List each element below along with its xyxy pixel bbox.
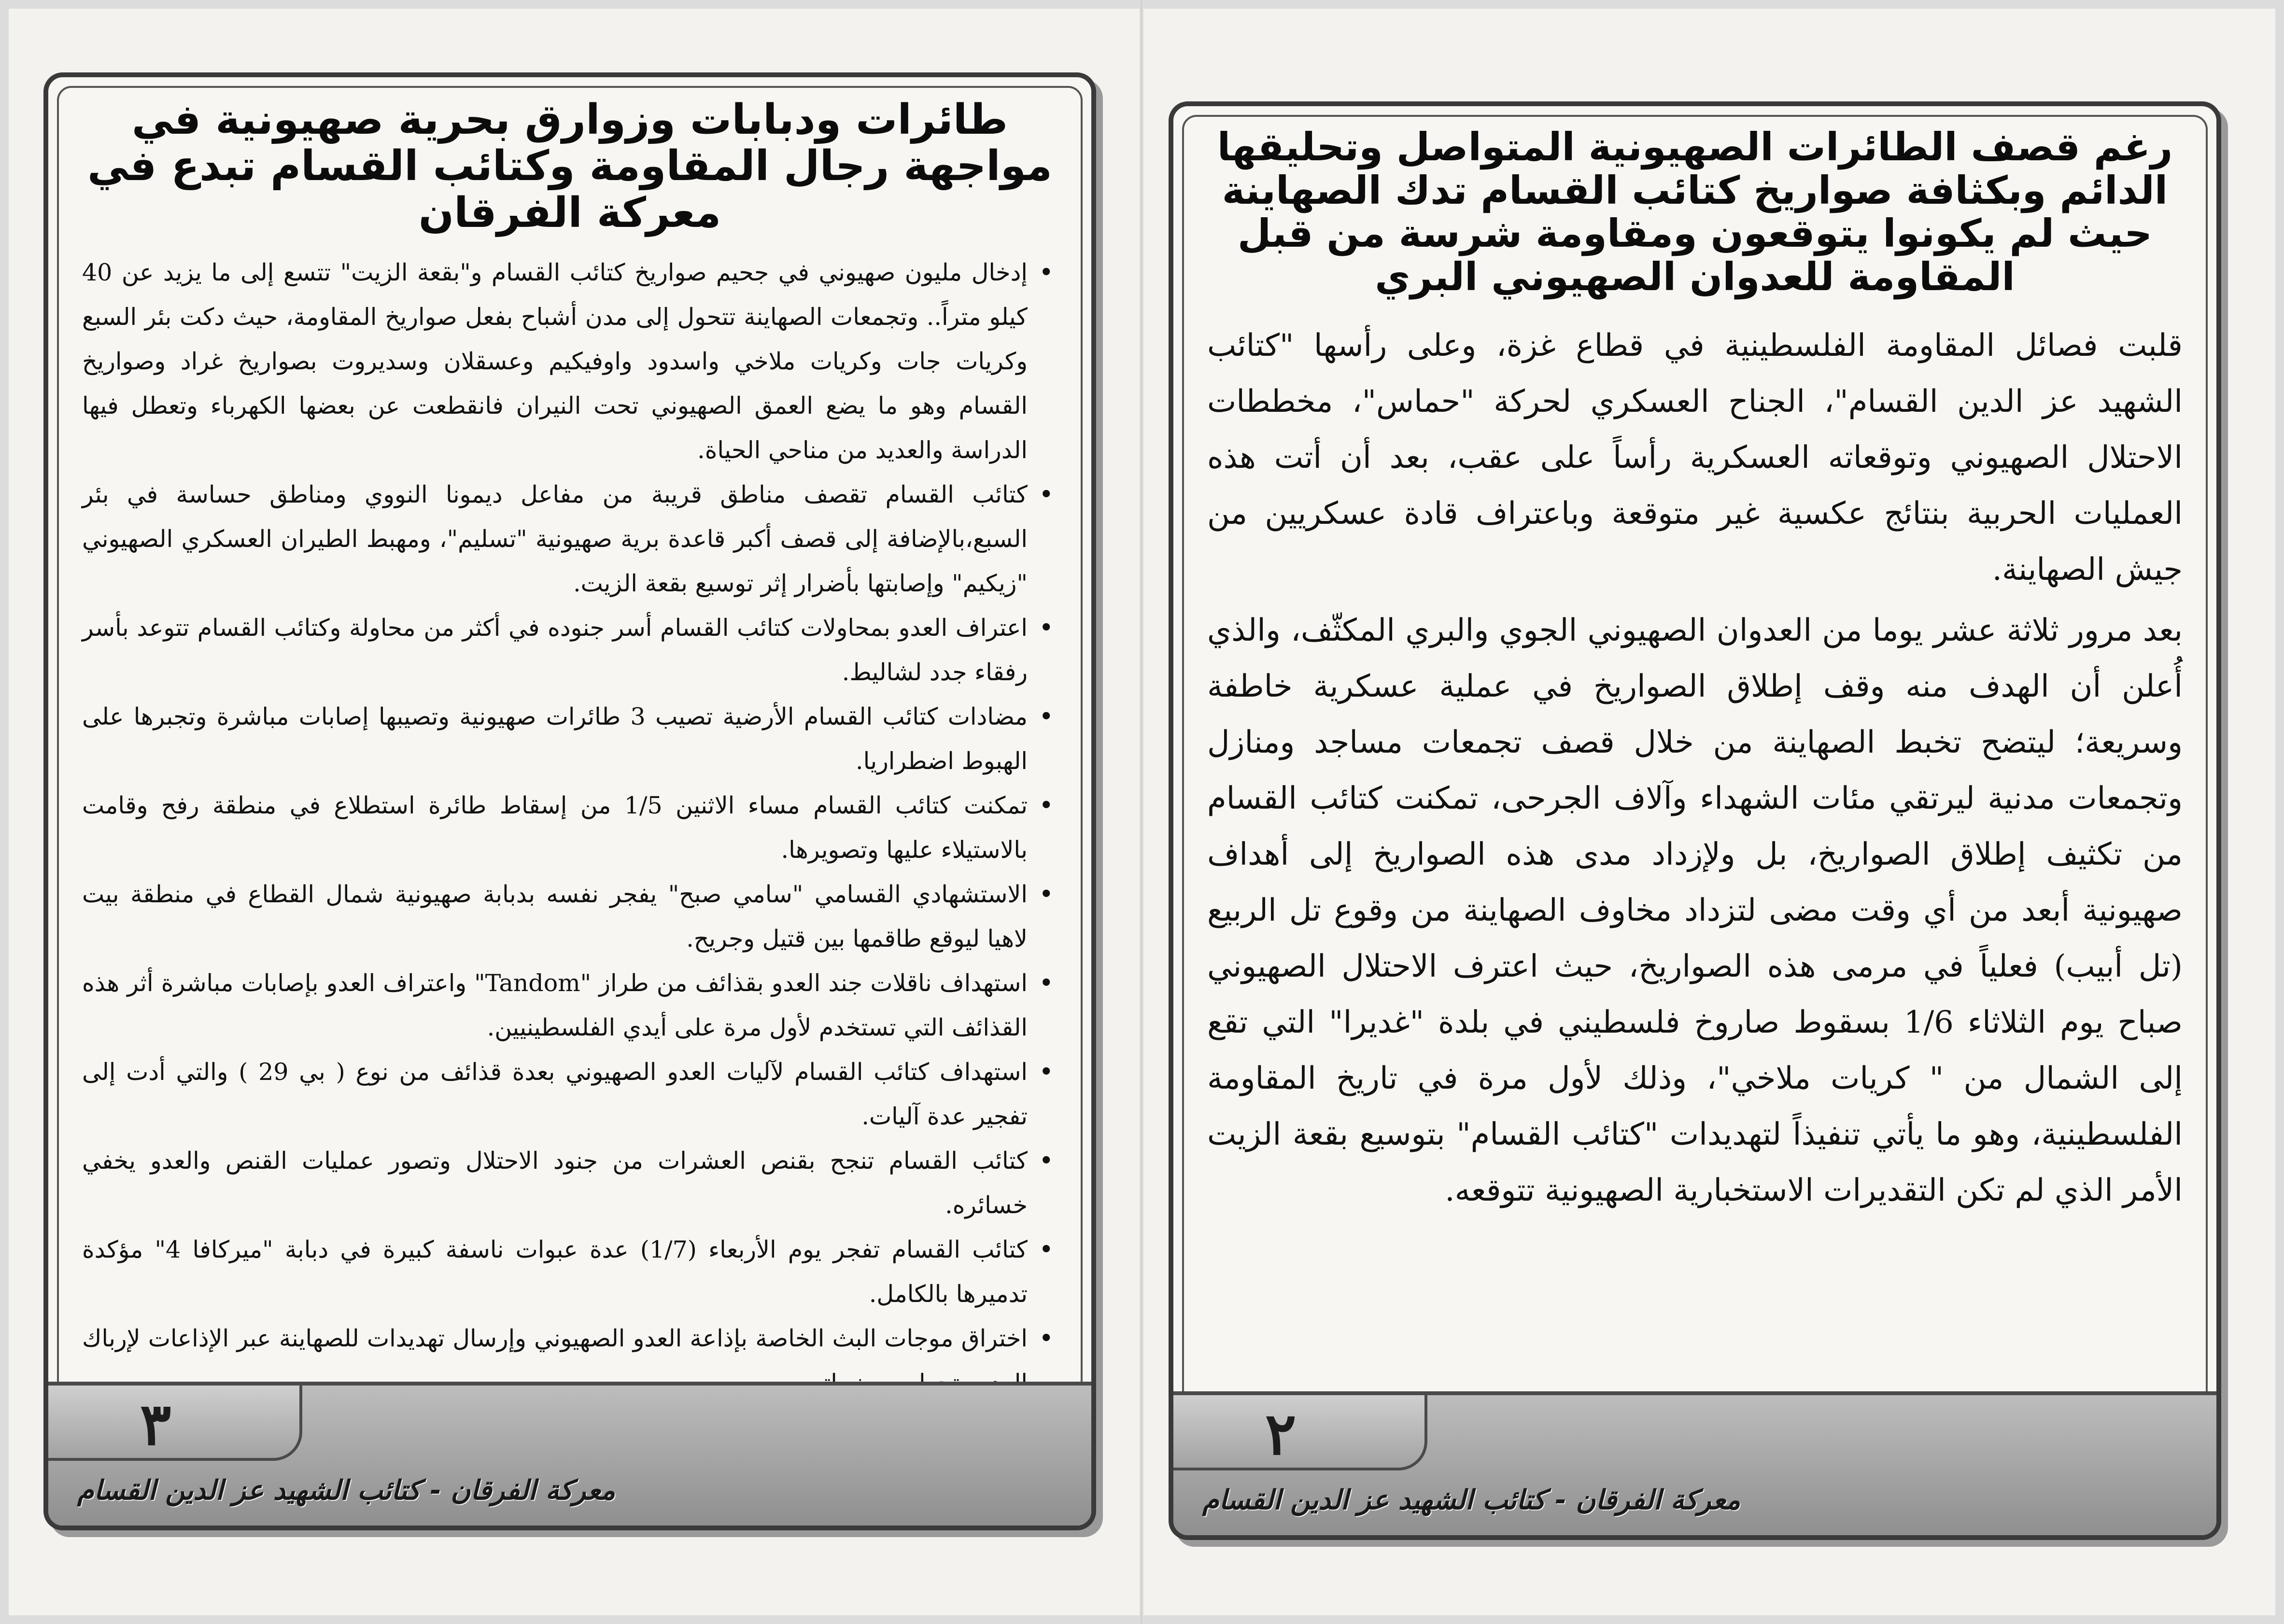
page-number-tab <box>48 1386 302 1461</box>
page-number-tab <box>1173 1395 1427 1470</box>
page-2-headline: رغم قصف الطائرات الصهيونية المتواصل وتحليقها الدائم وبكثافة صواريخ كتائب القسام تدك الصهاينة حيث لم يكونوا يتوقعون ومقاومة شرسة من قبل المقاومة للعدوان الصهيوني البري <box>1217 125 2173 299</box>
page-2 <box>1169 101 2221 1540</box>
page-number: ٣ <box>140 1390 171 1458</box>
list-item: • استهداف كتائب القسام لآليات العدو الصهيوني بعدة قذائف من نوع ( بي 29 ) والتي أدت إلى تفجير عدة آليات. <box>82 1050 1057 1139</box>
list-item: • استهداف ناقلات جند العدو بقذائف من طراز "Tandom" واعتراف العدو بإصابات مباشرة أثر هذه القذائف التي تستخدم لأول مرة على أيدي الفلسطينيين. <box>82 961 1057 1050</box>
page-number: ٢ <box>1265 1400 1297 1468</box>
page-fold <box>1140 0 1143 1624</box>
list-item: • كتائب القسام تنجح بقنص العشرات من جنود الاحتلال وتصور عمليات القنص والعدو يخفي خسائره. <box>82 1139 1057 1228</box>
paragraph: قلبت فصائل المقاومة الفلسطينية في قطاع غزة، وعلى رأسها "كتائب الشهيد عز الدين القسام"، الجناح العسكري لحركة "حماس"، مخططات الاحتلال الصهيوني وتوقعاته العسكرية رأساً على عقب، بعد أن أتت هذه العمليات الحربية بنتائج عكسية غير متوقعة وباعتراف قادة عسكريين من جيش الصهاينة. <box>1207 328 2183 588</box>
footer-caption: معركة الفرقان - كتائب الشهيد عز الدين القسام <box>1202 1484 1741 1516</box>
page-2-content <box>1207 126 2183 1223</box>
list-item: • مضادات كتائب القسام الأرضية تصيب 3 طائرات صهيونية وتصيبها إصابات مباشرة وتجبرها على الهبوط اضطراريا. <box>82 695 1057 784</box>
page-3 <box>43 72 1096 1530</box>
list-item: • تمكنت كتائب القسام مساء الاثنين 1/5 من إسقاط طائرة استطلاع في منطقة رفح وقامت بالاستيلاء عليها وتصويرها. <box>82 784 1057 872</box>
page-3-headline: طائرات ودبابات وزوارق بحرية صهيونية في مواجهة رجال المقاومة وكتائب القسام تبدع في معركة الفرقان <box>87 96 1052 237</box>
paragraph: بعد مرور ثلاثة عشر يوما من العدوان الصهيوني الجوي والبري المكثّف، والذي أُعلن أن الهدف منه وقف إطلاق الصواريخ في عملية عسكرية خاطفة وسريعة؛ ليتضح تخبط الصهاينة من خلال قصف تجمعات مساجد ومنازل وتجمعات مدنية ليرتقي مئات الشهداء وآلاف الجرحى، تمكنت كتائب القسام من تكثيف إطلاق الصواريخ، بل ولإزداد مدى هذه الصواريخ إلى أهداف صهيونية أبعد من أي وقت مضى لتزداد مخاوف الصهاينة من وقوع تل الربيع (تل أبيب) فعلياً في مرمى هذه الصواريخ، حيث اعترف الاحتلال الصهيوني صباح يوم الثلاثاء 1/6 بسقوط صاروخ فلسطيني في بلدة "غديرا" التي تقع إلى الشمال من " كريات ملاخي"، وذلك لأول مرة في تاريخ المقاومة الفلسطينية، وهو ما يأتي تنفيذاً لتهديدات "كتائب القسام" بتوسيع بقعة الزيت الأمر الذي لم تكن التقديرات الاستخبارية الصهيونية تتوقعه. <box>1207 613 2183 1209</box>
footer-caption: معركة الفرقان - كتائب الشهيد عز الدين القسام <box>77 1475 616 1506</box>
list-item: • كتائب القسام تفجر يوم الأربعاء (1/7) عدة عبوات ناسفة كبيرة في دبابة "ميركافا 4" مؤكدة تدميرها بالكامل. <box>82 1228 1057 1316</box>
list-item: • اختراق موجات البث الخاصة بإذاعة العدو الصهيوني وإرسال تهديدات للصهاينة عبر الإذاعات لإرباك <box>82 1316 1057 1405</box>
bullet-list <box>82 251 1057 1405</box>
list-item: • اعتراف العدو بمحاولات كتائب القسام أسر جنوده في أكثر من محاولة وكتائب القسام تتوعد بأسر رفقاء جدد لشاليط. <box>82 606 1057 695</box>
list-item: • الاستشهادي القسامي "سامي صبح" يفجر نفسه بدبابة صهيونية شمال القطاع في منطقة بيت لاهيا ليوقع طاقمها بين قتيل وجريح. <box>82 872 1057 961</box>
list-item: • كتائب القسام تقصف مناطق قريبة من مفاعل ديمونا النووي ومناطق حساسة في بئر السبع،بالإضافة إلى قصف أكبر قاعدة برية صهيونية "تسليم"، ومهبط الطيران العسكري الصهيوني "زيكيم" وإصابتها بأضرار إثر توسيع بقعة الزيت. <box>82 473 1057 606</box>
page-2-footer <box>1173 1391 2216 1535</box>
page-3-content <box>82 97 1057 1405</box>
list-item: • إدخال مليون صهيوني في جحيم صواريخ كتائب القسام و"بقعة الزيت" تتسع إلى ما يزيد عن 40 كيلو متراً.. وتجمعات الصهاينة تتحول إلى مدن أشباح بفعل صواريخ المقاومة، حيث دكت بئر السبع وكريات جات وكريات ملاخي واسدود واوفيكيم وعسقلان وسديروت بصواريخ غراد وصواريخ القسام وهو ما يضع العمق الصهيوني تحت النيران فانقطعت عن بعضها الكهرباء وتعطل فيها الدراسة والعديد من مناحي الحياة. <box>82 251 1057 473</box>
page-3-footer <box>48 1382 1091 1526</box>
